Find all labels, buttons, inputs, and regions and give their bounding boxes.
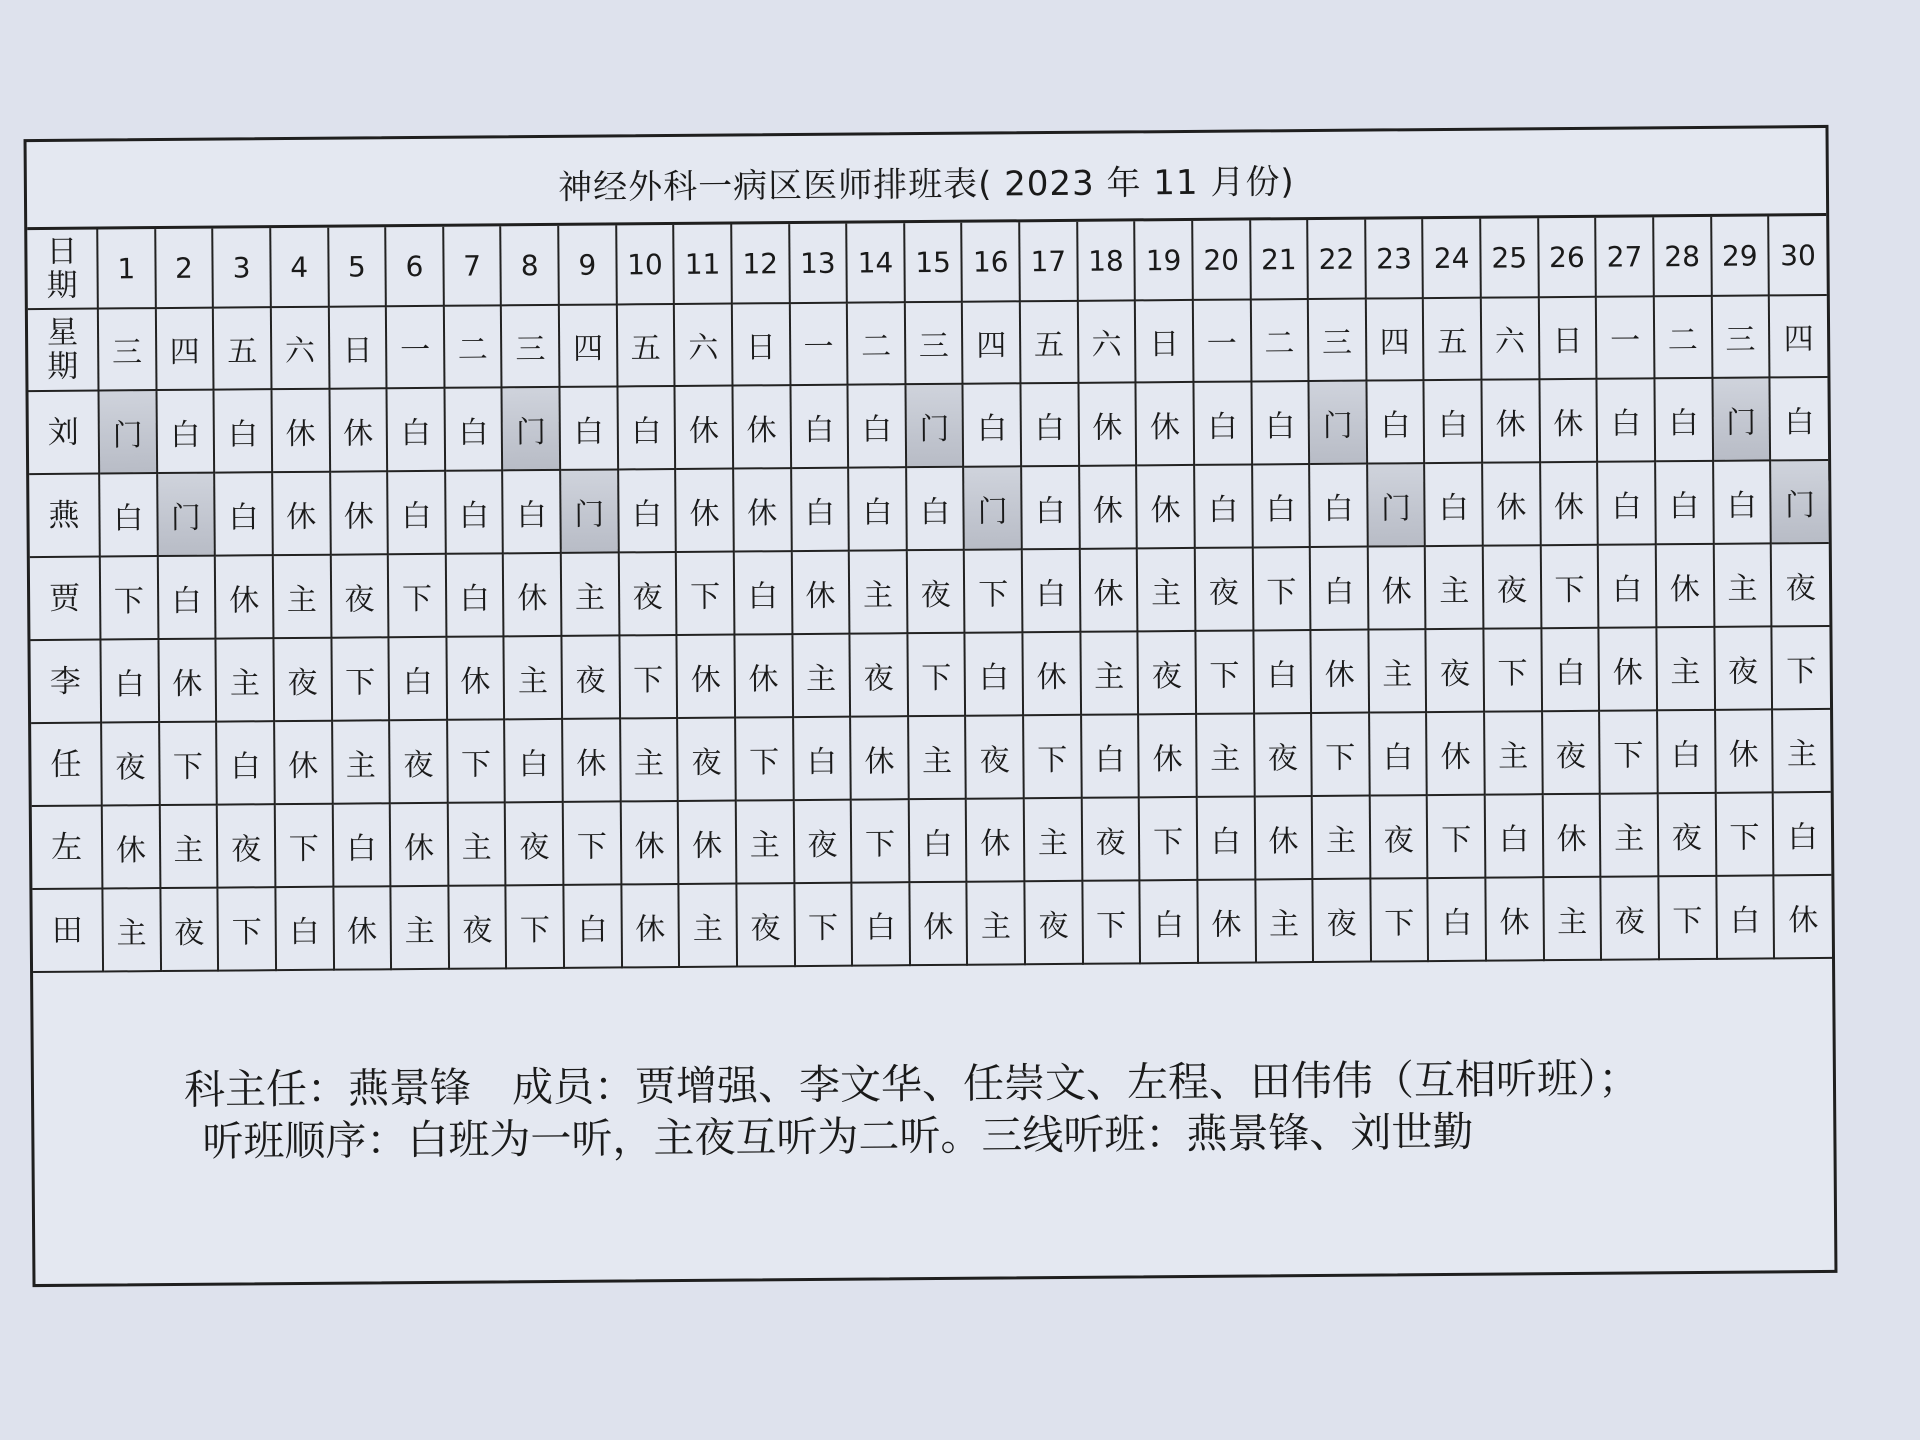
weekday-cell: 六 [271, 307, 329, 389]
shift-cell: 白 [389, 637, 447, 720]
shift-cell: 休 [562, 718, 620, 801]
shift-cell: 主 [1024, 798, 1082, 881]
shift-cell: 休 [1715, 709, 1773, 792]
shift-cell: 下 [794, 883, 852, 966]
weekday-cell: 三 [98, 308, 156, 390]
weekday-cell: 五 [1423, 298, 1481, 380]
shift-cell: 休 [734, 634, 792, 717]
shift-cell: 休 [791, 551, 849, 634]
shift-cell: 主 [736, 800, 794, 883]
date-cell: 19 [1134, 221, 1192, 300]
weekday-cell: 四 [962, 301, 1020, 383]
shift-cell: 夜 [273, 638, 331, 721]
shift-cell: 休 [1539, 379, 1597, 462]
staff-row-label: 左 [32, 806, 103, 890]
shift-cell: 白 [214, 472, 272, 555]
shift-cell: 夜 [1483, 545, 1541, 628]
shift-cell: 白 [563, 884, 621, 967]
shift-cell: 下 [1023, 715, 1081, 798]
shift-cell: 下 [1599, 710, 1657, 793]
date-cell: 27 [1595, 217, 1653, 296]
shift-cell: 主 [792, 634, 850, 717]
shift-cell: 休 [1136, 465, 1194, 548]
weekday-cell: 日 [1538, 297, 1596, 379]
shift-cell: 下 [218, 887, 276, 970]
shift-cell: 休 [1542, 794, 1600, 877]
shift-cell: 白 [963, 383, 1021, 466]
date-cell: 3 [212, 228, 270, 307]
weekday-cell: 二 [1250, 299, 1308, 381]
row-date-label: 日 期 [27, 230, 98, 310]
shift-cell: 休 [732, 385, 790, 468]
date-cell: 29 [1711, 216, 1769, 295]
weekday-cell: 六 [1481, 297, 1539, 379]
shift-cell: 夜 [850, 633, 908, 716]
shift-cell: 白 [1252, 464, 1310, 547]
shift-cell: 休 [675, 469, 733, 552]
shift-cell: 门 [502, 387, 560, 470]
shift-cell: 夜 [101, 722, 159, 805]
shift-cell: 白 [1140, 880, 1198, 963]
shift-cell: 白 [1541, 628, 1599, 711]
date-cell: 24 [1423, 219, 1481, 298]
shift-cell: 夜 [1024, 881, 1082, 964]
shift-cell: 主 [1312, 796, 1370, 879]
shift-cell: 休 [1773, 875, 1832, 958]
shift-cell: 休 [503, 553, 561, 636]
weekday-cell: 一 [1596, 296, 1654, 378]
shift-cell: 主 [1600, 793, 1658, 876]
shift-cell: 白 [848, 384, 906, 467]
shift-cell: 主 [1137, 548, 1195, 631]
shift-cell: 白 [1021, 466, 1079, 549]
staff-row [32, 875, 1832, 972]
date-cell: 23 [1365, 219, 1423, 298]
weekday-cell: 一 [789, 303, 847, 385]
shift-cell: 夜 [1312, 879, 1370, 962]
shift-cell: 休 [271, 389, 329, 472]
shift-cell: 下 [907, 633, 965, 716]
shift-cell: 白 [387, 388, 445, 471]
weekday-cell: 六 [674, 304, 732, 386]
shift-cell: 白 [446, 553, 504, 636]
weekday-cell: 三 [501, 305, 559, 387]
staff-row [30, 543, 1830, 640]
shift-cell: 夜 [217, 804, 275, 887]
shift-cell: 休 [446, 636, 504, 719]
shift-cell: 白 [1369, 712, 1427, 795]
shift-cell: 白 [99, 473, 157, 556]
shift-cell: 白 [1253, 630, 1311, 713]
shift-cell: 主 [1368, 629, 1426, 712]
date-cell: 25 [1480, 218, 1538, 297]
row-weekday-label: 星 期 [28, 309, 99, 392]
staff-row [30, 626, 1830, 723]
shift-cell: 白 [1713, 460, 1771, 543]
date-cell: 4 [270, 228, 328, 307]
shift-cell: 休 [158, 639, 216, 722]
shift-cell: 主 [216, 638, 274, 721]
date-cell: 15 [904, 223, 962, 302]
shift-cell: 白 [791, 468, 849, 551]
shift-cell: 门 [98, 390, 156, 473]
date-cell: 6 [385, 227, 443, 306]
shift-cell: 下 [619, 635, 677, 718]
shift-cell: 休 [390, 803, 448, 886]
shift-cell: 主 [967, 881, 1025, 964]
shift-cell: 白 [1020, 383, 1078, 466]
shift-cell: 下 [676, 552, 734, 635]
weekday-cell: 三 [1308, 299, 1366, 381]
shift-cell: 休 [621, 884, 679, 967]
shift-cell: 白 [1424, 463, 1482, 546]
shift-cell: 下 [1370, 878, 1428, 961]
shift-cell: 白 [793, 717, 851, 800]
shift-cell: 下 [1658, 876, 1716, 959]
shift-cell: 主 [908, 716, 966, 799]
shift-cell: 休 [1022, 632, 1080, 715]
shift-cell: 白 [1309, 464, 1367, 547]
shift-cell: 夜 [1714, 626, 1772, 709]
shift-cell: 白 [848, 467, 906, 550]
shift-cell: 休 [274, 721, 332, 804]
shift-cell: 下 [1540, 545, 1598, 628]
shift-cell: 休 [966, 798, 1024, 881]
shift-cell: 夜 [1369, 795, 1427, 878]
shift-cell: 门 [1712, 377, 1770, 460]
shift-cell: 白 [503, 470, 561, 553]
shift-cell: 下 [1139, 797, 1197, 880]
shift-cell: 下 [1427, 795, 1485, 878]
shift-cell: 下 [1483, 628, 1541, 711]
shift-cell: 白 [1251, 381, 1309, 464]
shift-cell: 门 [1367, 463, 1425, 546]
shift-cell: 主 [1484, 711, 1542, 794]
shift-cell: 门 [963, 466, 1021, 549]
shift-cell: 休 [1426, 712, 1484, 795]
date-cell: 18 [1077, 221, 1135, 300]
staff-row [31, 709, 1831, 806]
date-cell: 14 [846, 223, 904, 302]
date-cell: 11 [673, 225, 731, 304]
row-weekday [28, 295, 1828, 391]
shift-cell: 白 [734, 551, 792, 634]
shift-cell: 休 [620, 801, 678, 884]
shift-cell: 下 [331, 637, 389, 720]
shift-cell: 夜 [160, 888, 218, 971]
weekday-cell: 四 [559, 304, 617, 386]
shift-cell: 白 [444, 387, 502, 470]
shift-cell: 主 [1255, 879, 1313, 962]
date-cell: 30 [1768, 216, 1826, 295]
staff-row [32, 792, 1832, 889]
shift-cell: 休 [330, 471, 388, 554]
shift-cell: 休 [678, 801, 736, 884]
date-cell: 21 [1250, 220, 1308, 299]
shift-cell: 主 [102, 888, 160, 971]
schedule-footer [33, 959, 1833, 1169]
weekday-cell: 五 [213, 307, 271, 389]
shift-cell: 下 [735, 717, 793, 800]
shift-cell: 白 [157, 556, 215, 639]
weekday-cell: 四 [155, 308, 213, 390]
schedule-table [27, 216, 1832, 973]
shift-cell: 下 [1772, 626, 1831, 709]
shift-cell: 白 [275, 887, 333, 970]
shift-cell: 下 [1715, 792, 1773, 875]
shift-cell: 门 [1309, 381, 1367, 464]
shift-cell: 主 [561, 552, 619, 635]
shift-cell: 夜 [965, 715, 1023, 798]
shift-cell: 下 [159, 722, 217, 805]
shift-cell: 白 [617, 386, 675, 469]
shift-cell: 休 [1197, 879, 1255, 962]
shift-cell: 主 [1656, 627, 1714, 710]
shift-cell: 主 [332, 720, 390, 803]
shift-cell: 门 [157, 473, 215, 556]
staff-row-label: 任 [31, 723, 102, 807]
shift-cell: 夜 [907, 550, 965, 633]
shift-cell: 休 [1482, 462, 1540, 545]
shift-cell: 下 [100, 556, 158, 639]
shift-cell: 夜 [561, 635, 619, 718]
shift-cell: 休 [1079, 548, 1137, 631]
date-cell: 16 [962, 222, 1020, 301]
shift-cell: 夜 [330, 554, 388, 637]
shift-cell: 白 [1773, 792, 1832, 875]
shift-cell: 白 [1366, 380, 1424, 463]
date-cell: 20 [1192, 220, 1250, 299]
shift-cell: 休 [1254, 796, 1312, 879]
shift-cell: 下 [506, 885, 564, 968]
shift-cell: 夜 [1254, 713, 1312, 796]
shift-cell: 下 [275, 804, 333, 887]
shift-cell: 主 [1772, 709, 1831, 792]
shift-cell: 主 [1196, 713, 1254, 796]
staff-row-label: 刘 [28, 391, 99, 475]
staff-row-label: 燕 [29, 474, 100, 558]
schedule-title: 神经外科一病区医师排班表( 2023 年 11 月份) [27, 128, 1827, 230]
shift-cell: 主 [504, 636, 562, 719]
shift-cell: 白 [332, 803, 390, 886]
shift-cell: 夜 [793, 800, 851, 883]
shift-cell: 休 [1311, 630, 1369, 713]
shift-cell: 白 [1597, 461, 1655, 544]
shift-cell: 白 [1081, 714, 1139, 797]
shift-cell: 白 [1022, 549, 1080, 632]
weekday-cell: 四 [1769, 295, 1828, 377]
date-cell: 1 [97, 229, 155, 308]
shift-cell: 夜 [736, 883, 794, 966]
shift-cell: 白 [1428, 878, 1486, 961]
shift-cell: 休 [329, 388, 387, 471]
shift-cell: 夜 [618, 552, 676, 635]
shift-cell: 白 [156, 390, 214, 473]
shift-cell: 白 [790, 385, 848, 468]
shift-cell: 休 [733, 468, 791, 551]
shift-cell: 夜 [1658, 793, 1716, 876]
staff-row-label: 田 [32, 889, 103, 973]
weekday-cell: 二 [847, 302, 905, 384]
weekday-cell: 五 [1020, 301, 1078, 383]
shift-cell: 休 [677, 635, 735, 718]
shift-cell: 主 [1425, 546, 1483, 629]
shift-cell: 白 [908, 799, 966, 882]
date-cell: 9 [558, 225, 616, 304]
shift-cell: 主 [159, 805, 217, 888]
shift-cell: 夜 [1542, 711, 1600, 794]
date-cell: 22 [1307, 220, 1365, 299]
shift-cell: 休 [1078, 382, 1136, 465]
shift-cell: 主 [679, 884, 737, 967]
schedule-sheet [24, 125, 1838, 1287]
shift-cell: 白 [214, 389, 272, 472]
shift-cell: 休 [1138, 714, 1196, 797]
shift-cell: 门 [560, 469, 618, 552]
weekday-cell: 二 [1654, 296, 1712, 378]
date-cell: 7 [443, 226, 501, 305]
shift-cell: 夜 [1426, 629, 1484, 712]
shift-cell: 主 [849, 550, 907, 633]
weekday-cell: 三 [905, 302, 963, 384]
weekday-cell: 六 [1077, 300, 1135, 382]
shift-cell: 休 [272, 472, 330, 555]
weekday-cell: 一 [1193, 299, 1251, 381]
shift-cell: 白 [1424, 380, 1482, 463]
shift-cell: 下 [1082, 880, 1140, 963]
shift-cell: 主 [391, 886, 449, 969]
weekday-cell: 一 [386, 306, 444, 388]
shift-cell: 休 [850, 716, 908, 799]
shift-cell: 休 [1136, 382, 1194, 465]
date-cell: 10 [616, 225, 674, 304]
weekday-cell: 日 [328, 306, 386, 388]
shift-cell: 休 [909, 882, 967, 965]
shift-cell: 休 [1079, 465, 1137, 548]
shift-cell: 夜 [1195, 547, 1253, 630]
shift-cell: 休 [1368, 546, 1426, 629]
shift-cell: 白 [445, 470, 503, 553]
shift-cell: 白 [1657, 710, 1715, 793]
shift-cell: 白 [387, 471, 445, 554]
staff-row-label: 李 [30, 640, 101, 724]
shift-cell: 休 [1599, 627, 1657, 710]
date-cell: 5 [328, 227, 386, 306]
shift-cell: 下 [964, 549, 1022, 632]
shift-cell: 白 [1597, 378, 1655, 461]
date-cell: 17 [1019, 222, 1077, 301]
date-cell: 2 [155, 229, 213, 308]
shift-cell: 休 [1656, 544, 1714, 627]
shift-cell: 白 [1654, 378, 1712, 461]
shift-cell: 主 [1713, 543, 1771, 626]
shift-cell: 夜 [389, 720, 447, 803]
date-cell: 12 [731, 224, 789, 303]
shift-cell: 白 [100, 639, 158, 722]
shift-cell: 主 [447, 802, 505, 885]
shift-cell: 主 [1543, 877, 1601, 960]
date-cell: 26 [1538, 218, 1596, 297]
shift-cell: 夜 [677, 718, 735, 801]
shift-cell: 白 [852, 882, 910, 965]
shift-cell: 白 [1598, 544, 1656, 627]
date-cell: 13 [789, 224, 847, 303]
shift-cell: 夜 [448, 885, 506, 968]
shift-cell: 夜 [1601, 876, 1659, 959]
date-cell: 8 [501, 226, 559, 305]
staff-row-label: 贾 [30, 557, 101, 641]
shift-cell: 夜 [1771, 543, 1830, 626]
shift-cell: 白 [965, 632, 1023, 715]
shift-cell: 下 [1311, 713, 1369, 796]
shift-cell: 夜 [505, 802, 563, 885]
shift-cell: 休 [1481, 379, 1539, 462]
shift-cell: 主 [620, 718, 678, 801]
shift-cell: 下 [447, 719, 505, 802]
shift-cell: 夜 [1081, 797, 1139, 880]
shift-cell: 白 [1194, 464, 1252, 547]
shift-cell: 休 [215, 555, 273, 638]
row-date [27, 216, 1827, 309]
shift-cell: 休 [675, 386, 733, 469]
weekday-cell: 三 [1711, 295, 1769, 377]
weekday-cell: 日 [732, 303, 790, 385]
shift-cell: 主 [273, 555, 331, 638]
shift-cell: 夜 [1138, 631, 1196, 714]
shift-cell: 白 [1193, 381, 1251, 464]
shift-cell: 下 [1252, 547, 1310, 630]
shift-cell: 白 [1485, 794, 1543, 877]
staff-row [28, 377, 1828, 474]
shift-cell: 白 [906, 467, 964, 550]
shift-cell: 下 [563, 801, 621, 884]
weekday-cell: 五 [616, 304, 674, 386]
weekday-cell: 二 [444, 305, 502, 387]
shift-cell: 门 [905, 384, 963, 467]
shift-cell: 白 [1716, 875, 1774, 958]
shift-cell: 休 [333, 886, 391, 969]
shift-cell: 下 [1195, 630, 1253, 713]
shift-cell: 白 [1310, 547, 1368, 630]
shift-cell: 白 [504, 719, 562, 802]
footer-line-order: 听班顺序：白班为一听，主夜互听为二听。三线听班：燕景锋、刘世勤 [202, 1107, 1474, 1166]
staff-row [29, 460, 1829, 557]
shift-cell: 白 [618, 469, 676, 552]
shift-cell: 下 [388, 554, 446, 637]
footer-line-staff: 科主任：燕景锋 成员：贾增强、李文华、任崇文、左程、田伟伟（互相听班）； [183, 1054, 1640, 1114]
shift-cell: 门 [1770, 460, 1829, 543]
shift-cell: 休 [1540, 462, 1598, 545]
shift-cell: 白 [1655, 461, 1713, 544]
shift-cell: 白 [1770, 377, 1829, 460]
shift-cell: 白 [559, 386, 617, 469]
shift-cell: 下 [851, 799, 909, 882]
shift-cell: 休 [102, 805, 160, 888]
date-cell: 28 [1653, 217, 1711, 296]
weekday-cell: 四 [1366, 298, 1424, 380]
shift-cell: 休 [1485, 877, 1543, 960]
shift-cell: 主 [1080, 631, 1138, 714]
shift-cell: 白 [1197, 796, 1255, 879]
shift-cell: 白 [216, 721, 274, 804]
weekday-cell: 日 [1135, 300, 1193, 382]
